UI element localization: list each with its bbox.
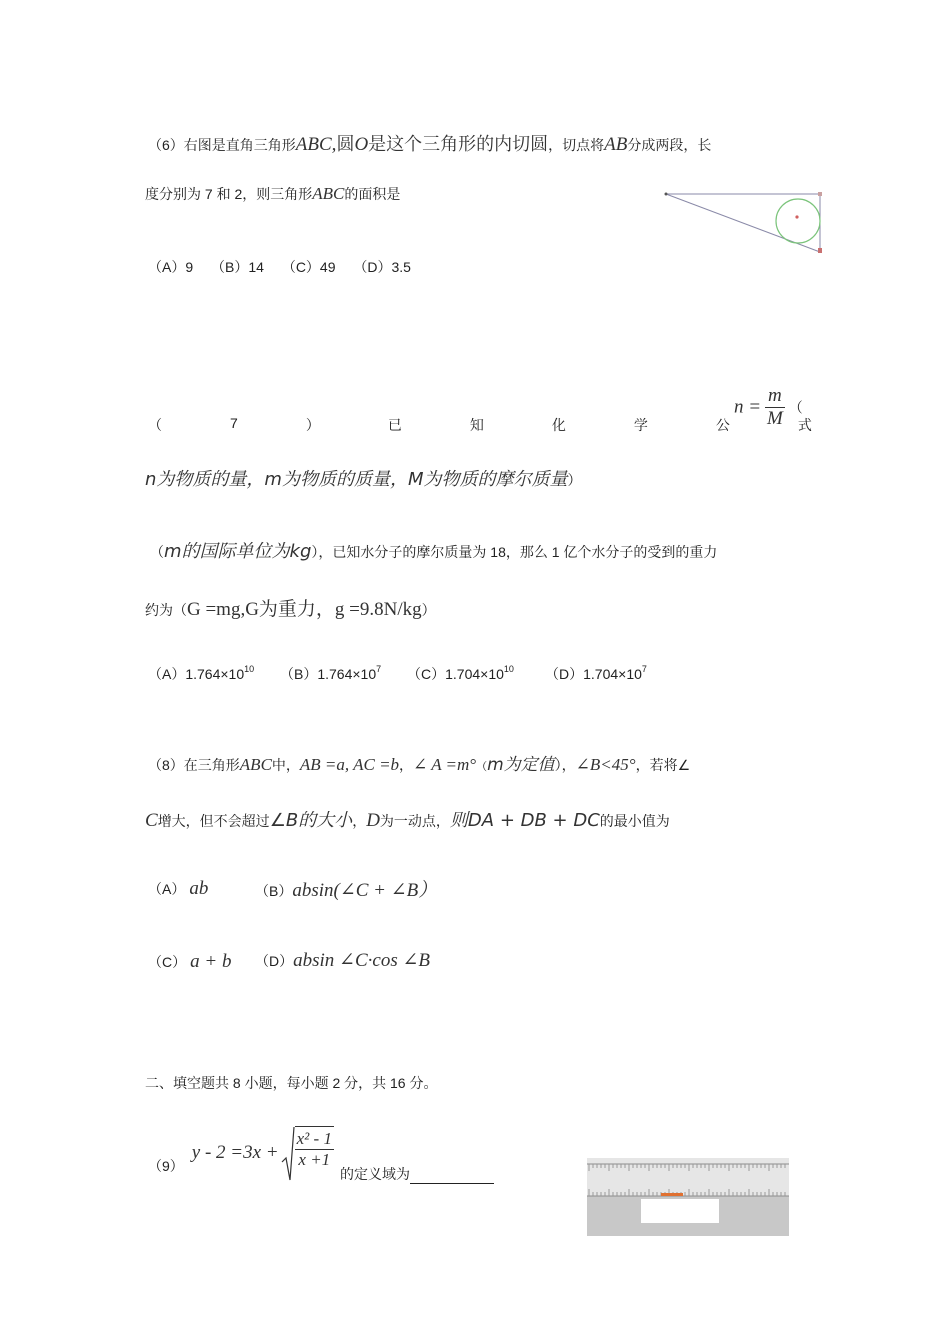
- q7-option-a-exp: 10: [244, 664, 255, 674]
- q9-label: （9）: [148, 1158, 184, 1174]
- q7-formula-num: m: [765, 385, 785, 408]
- q8-comma: ，: [399, 757, 414, 773]
- q8-option-c-math: a + b: [190, 951, 232, 972]
- q7-option-b-text: （B）1.764×10: [280, 666, 377, 682]
- q8-angle-a: ∠ A =m°: [413, 755, 477, 774]
- q7-line4-close: ）: [421, 602, 436, 618]
- q8-option-c: [148, 951, 231, 973]
- q7-line4-prefix: 约为（: [145, 602, 187, 618]
- q7-option-a-text: （A）1.764×10: [148, 666, 245, 682]
- q6-line2: [145, 184, 400, 204]
- q8-tail: ，若将∠: [635, 757, 691, 773]
- q7-option-c: [407, 664, 514, 684]
- q7-option-d-exp: 7: [641, 664, 647, 674]
- q6-math-o: O: [354, 134, 369, 155]
- q7-line3-close: ），已知水分子的摩尔质量为 18，那么 1 亿个水分子的受到的重力: [311, 544, 718, 560]
- section2-heading: 二、填空题共 8 小题，每小题 2 分，共 16 分。: [145, 1075, 438, 1091]
- q8-line2-b: ∠B的大小: [269, 810, 353, 831]
- q8-option-b: [255, 875, 437, 902]
- q8-line2-c: C: [145, 810, 158, 831]
- q7-line2: [145, 465, 581, 491]
- q7-spread-2: ）: [305, 417, 320, 433]
- q6-prefix: （6）右图是直角三角形: [148, 137, 296, 153]
- q7-option-d: [545, 664, 647, 684]
- q6-math-tail: 是这个三角形的内切圆: [368, 134, 549, 155]
- q8-option-b-label: （B）: [255, 883, 293, 899]
- q7-formula-fraction: [765, 385, 785, 430]
- q8-option-a-math: ab: [189, 878, 209, 899]
- q8-line2-d: D: [366, 810, 380, 831]
- q8-paren-open: （: [476, 761, 488, 773]
- q7-line4-math: G =mg,G为重力，g =9.8N/kg: [187, 599, 422, 620]
- q8-line2-mid: 为一动点，: [379, 813, 450, 829]
- q9-rad-num: x² - 1: [296, 1129, 332, 1148]
- q6-mid: ，切点将: [548, 137, 605, 153]
- q6-line2a: 度分别为 7 和 2，则三角形: [145, 186, 313, 202]
- q7-line2-close: ）: [567, 472, 582, 488]
- q8-math-m: m为定值: [487, 755, 555, 775]
- q6-line2b: 的面积是: [344, 186, 401, 202]
- q6-line1: [148, 130, 711, 156]
- q9-line: [148, 1126, 494, 1184]
- q7-option-b-exp: 7: [376, 664, 382, 674]
- q9-rad-den: x +1: [298, 1150, 331, 1169]
- q7-line4: [145, 594, 436, 621]
- q8-option-d-label: （D）: [255, 953, 294, 969]
- q9-radical: [281, 1126, 334, 1182]
- q7-option-d-text: （D）1.704×10: [545, 666, 642, 682]
- q8-option-c-label: （C）: [148, 954, 187, 970]
- q6-math-circle: 圆: [336, 134, 355, 155]
- q6-triangle-figure: [662, 188, 824, 258]
- ruler-image: [587, 1158, 789, 1236]
- q7-spread-4: 知: [469, 417, 484, 433]
- q7-line3-open: （: [150, 544, 164, 560]
- q8-option-a: [148, 878, 208, 900]
- q6-math-abc: ABC,: [295, 134, 337, 155]
- q6-options: （A）9 （B）14 （C）49 （D）3.5: [148, 259, 411, 275]
- q8-mid1: 中，: [271, 757, 300, 773]
- q7-spread-line: [148, 415, 812, 435]
- q6-suffix: 分成两段，长: [627, 137, 712, 153]
- q8-line2-sum: 则DA + DB + DC: [449, 810, 600, 831]
- q9-lhs: y - 2 =3x +: [191, 1142, 279, 1163]
- q7-spread-0: （: [148, 417, 162, 433]
- q7-spread-5: 化: [551, 417, 566, 433]
- q7-formula-paren: （: [788, 399, 803, 416]
- q8-line1: [148, 750, 690, 775]
- q7-spread-1: 7: [230, 415, 238, 431]
- q9-suffix: 的定义域为: [339, 1166, 410, 1182]
- q8-line2: [145, 806, 670, 832]
- q7-line3: [150, 537, 717, 563]
- q8-option-d: [255, 949, 430, 972]
- q7-line2-math: n为物质的量，m为物质的质量，M为物质的摩尔质量: [145, 469, 568, 490]
- q7-spread-7: 公: [715, 417, 730, 433]
- radical-sign-icon: [281, 1126, 295, 1182]
- q6-math-ab: AB: [604, 134, 628, 155]
- q7-spread-3: 已: [387, 417, 402, 433]
- q7-formula-den: M: [766, 408, 783, 429]
- q8-line2-comma: ，: [352, 813, 367, 829]
- q9-answer-blank[interactable]: [410, 1168, 494, 1184]
- q8-line2-end: 的最小值为: [599, 813, 670, 829]
- q8-option-d-math: absin ∠C·cos ∠B: [293, 950, 430, 971]
- q7-spread-6: 学: [633, 417, 648, 433]
- q7-formula: [734, 385, 803, 430]
- q7-option-c-text: （C）1.704×10: [407, 666, 504, 682]
- q7-spread-8: 式: [797, 417, 812, 433]
- q8-option-b-math: absin(∠C + ∠B）: [292, 880, 438, 901]
- q8-math-abc: ABC: [239, 755, 272, 774]
- q9-radical-fraction: [295, 1126, 334, 1182]
- q7-formula-lhs: n =: [734, 396, 762, 418]
- q6-math-abc2: ABC: [312, 184, 345, 203]
- q8-line2-a: 增大，但不会超过: [157, 813, 270, 829]
- q8-option-a-label: （A）: [148, 881, 186, 897]
- q7-option-b: [280, 664, 381, 684]
- q7-line3-math: m的国际单位为kg: [164, 541, 312, 562]
- q8-angle-b: ∠B<45°: [575, 755, 636, 774]
- q7-option-a: [148, 664, 254, 684]
- q8-math-sides: AB =a, AC =b: [299, 755, 400, 774]
- q8-paren-close: ），: [554, 757, 576, 773]
- q7-option-c-exp: 10: [503, 664, 514, 674]
- q8-prefix: （8）在三角形: [148, 757, 240, 773]
